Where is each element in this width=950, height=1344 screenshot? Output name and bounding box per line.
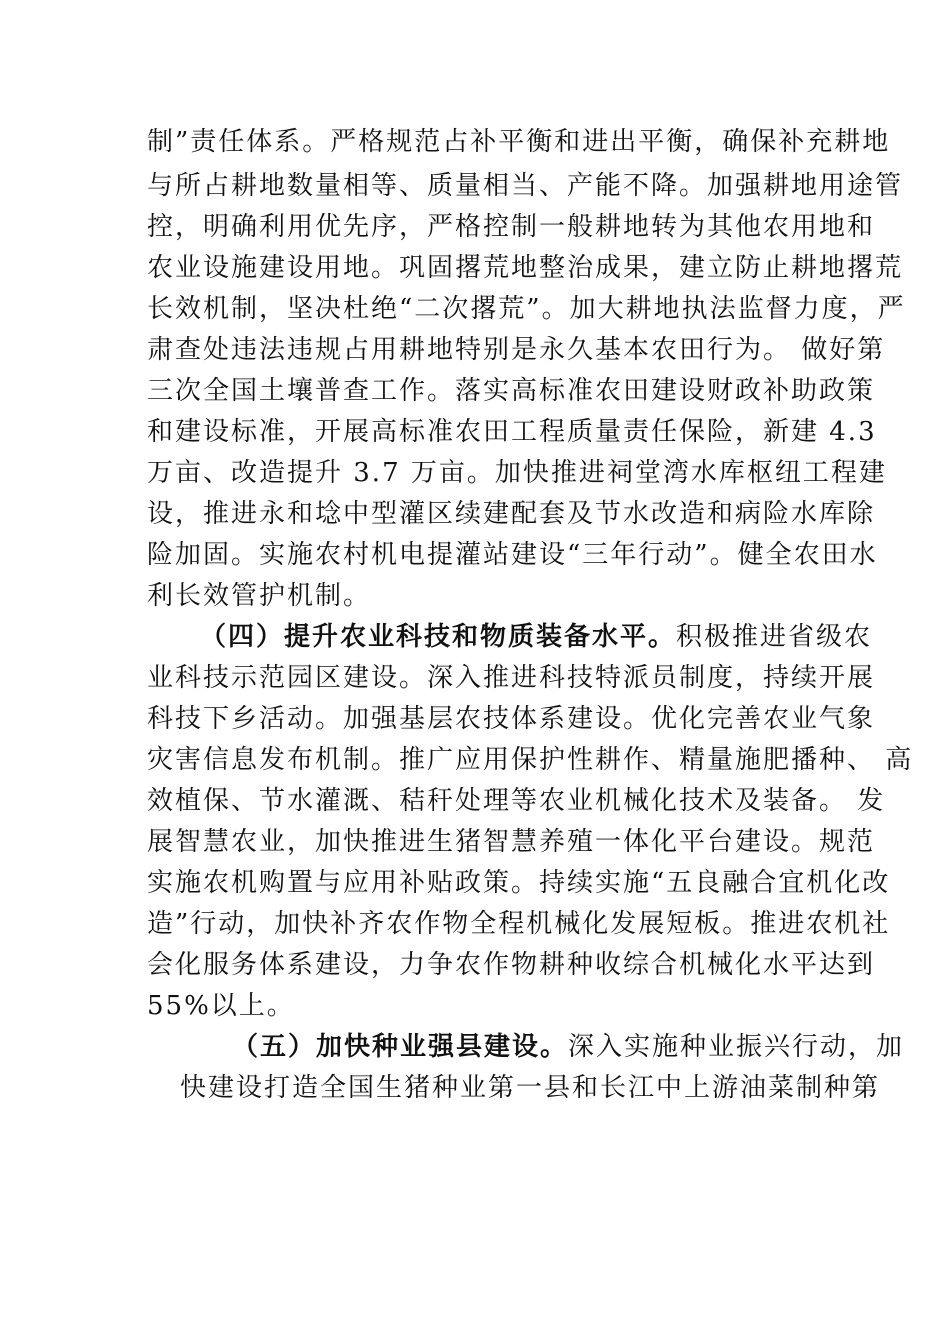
text-line: 利长效管护机制。 xyxy=(147,581,372,611)
text-line: 三次全国土壤普查工作。落实高标准农田建设财政补助政策 xyxy=(147,376,876,406)
text-line: 制”责任体系。严格规范占补平衡和进出平衡，确保补充耕地 xyxy=(147,127,891,157)
text-line: 险加固。实施农村机电提灌站建设“三年行动”。健全农田水 xyxy=(147,540,878,570)
text-line: 万亩、改造提升 3.7 万亩。加快推进祠堂湾水库枢纽工程建 xyxy=(147,458,887,488)
text-line: 肃查处违法违规占用耕地特别是永久基本农田行为。 做好第 xyxy=(147,335,886,365)
section-5-heading: （五）加快种业强县建设。 xyxy=(232,1032,569,1062)
text-line: 会化服务体系建设，力争农作物耕种收综合机械化水平达到 xyxy=(147,950,876,980)
text-line: 实施农机购置与应用补贴政策。持续实施“五良融合宜机化改 xyxy=(147,868,891,898)
section-4-first-line xyxy=(200,622,872,652)
text-line: 设，推进永和埝中型灌区续建配套及节水改造和病险水库除 xyxy=(147,499,876,529)
text-line: 农业设施建设用地。巩固撂荒地整治成果，建立防止耕地撂荒 xyxy=(147,253,904,283)
text-line: 55%以上。 xyxy=(147,991,295,1021)
text-line: 灾害信息发布机制。推广应用保护性耕作、精量施肥播种、 高 xyxy=(147,745,914,775)
section-4-first-line-text: 积极推进省级农 xyxy=(676,622,873,652)
text-line: 效植保、节水灌溉、秸秆处理等农业机械化技术及装备。 发 xyxy=(147,786,886,816)
text-line: 快建设打造全国生猪种业第一县和长江中上游油菜制种第 xyxy=(180,1073,881,1103)
section-5-first-line-text: 深入实施种业振兴行动，加 xyxy=(568,1032,905,1062)
text-line: 长效机制，坚决杜绝“二次撂荒”。加大耕地执法监督力度，严 xyxy=(147,294,906,324)
section-4-heading: （四）提升农业科技和物质装备水平。 xyxy=(200,622,677,652)
text-line: 控，明确利用优先序，严格控制一般耕地转为其他农用地和 xyxy=(147,212,876,242)
text-line: 展智慧农业，加快推进生猪智慧养殖一体化平台建设。规范 xyxy=(147,827,876,857)
text-line: 与所占耕地数量相等、质量相当、产能不降。加强耕地用途管 xyxy=(147,171,904,201)
text-line: 和建设标准，开展高标准农田工程质量责任保险，新建 4.3 xyxy=(147,417,877,447)
text-line: 业科技示范园区建设。深入推进科技特派员制度，持续开展 xyxy=(147,663,876,693)
section-5-first-line xyxy=(232,1032,904,1062)
text-line: 造”行动，加快补齐农作物全程机械化发展短板。推进农机社 xyxy=(147,909,891,939)
text-line: 科技下乡活动。加强基层农技体系建设。优化完善农业气象 xyxy=(147,704,876,734)
